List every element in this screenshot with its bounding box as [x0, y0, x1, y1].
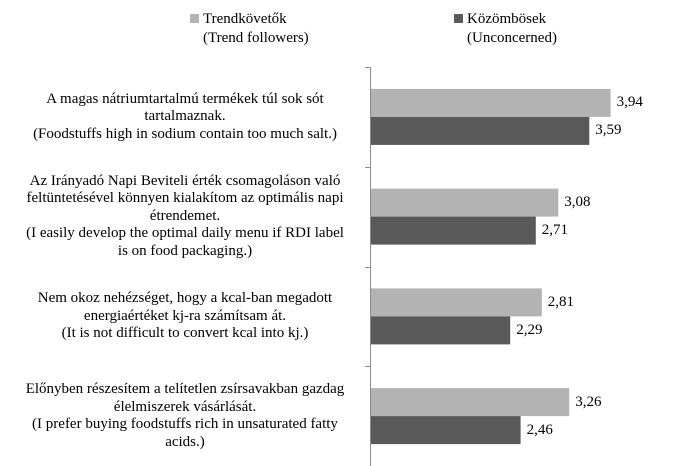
category-label — [0, 91, 370, 144]
category-label-line: is on food packaging.) — [117, 242, 253, 259]
legend-label-line: Közömbösek — [467, 11, 547, 27]
data-label: 3,26 — [575, 393, 602, 410]
data-label: 3,94 — [616, 94, 643, 111]
bar-trend-followers — [371, 388, 569, 416]
data-label: 3,59 — [595, 122, 622, 139]
category-label-line: (I easily develop the optimal daily menu if RDI label — [26, 225, 344, 242]
legend-item-unconcerned — [454, 10, 557, 48]
legend-item-trend-followers — [190, 10, 309, 48]
category-label-line: Előnyben részesítem a telítetlen zsírsavakban gazdag — [25, 381, 345, 398]
bar-unconcerned — [371, 217, 536, 245]
category-label-line: étrendemet. — [149, 207, 221, 224]
bar-unconcerned — [371, 316, 510, 344]
bar-trend-followers — [371, 189, 558, 217]
category-label — [0, 173, 370, 261]
bar-trend-followers — [371, 89, 611, 117]
legend-swatch-trend-followers — [190, 14, 199, 23]
data-label: 2,46 — [526, 421, 553, 438]
category-label-line: élelmiszerek vásárlását. — [113, 398, 257, 415]
category-label — [0, 381, 370, 451]
category-label-line: (It is not difficult to convert kcal into kj.) — [61, 325, 309, 342]
data-label: 3,08 — [564, 194, 591, 211]
category-label-line: acids.) — [165, 433, 205, 450]
data-label: 2,81 — [547, 293, 575, 310]
category-label — [0, 290, 370, 343]
category-label-line: energiaértéket kj-ra számítsam át. — [83, 307, 287, 324]
legend-label-line: (Trend followers) — [203, 30, 309, 46]
bar-unconcerned — [371, 117, 589, 145]
legend-swatch-unconcerned — [454, 14, 463, 23]
category-label-line: Nem okoz nehézséget, hogy a kcal-ban megadott — [37, 290, 333, 307]
bar-unconcerned — [371, 416, 521, 444]
bar-trend-followers — [371, 288, 542, 316]
legend-label-line: Trendkövetők — [203, 11, 287, 27]
category-label-line: (Foodstuffs high in sodium contain too much salt.) — [33, 125, 337, 142]
category-label-line: (I prefer buying foodstuffs rich in unsaturated fatty — [32, 416, 338, 433]
data-label: 2,71 — [541, 222, 569, 239]
data-label: 2,29 — [516, 321, 543, 338]
category-label-line: Az Irányadó Napi Beviteli érték csomagoláson való — [29, 172, 341, 189]
category-label-line: tartalmaznak. — [144, 108, 226, 125]
legend-label-line: (Unconcerned) — [467, 30, 557, 46]
category-label-line: feltüntetésével könnyen kialakítom az optimális napi — [26, 190, 344, 207]
category-label-line: A magas nátriumtartalmú termékek túl sok sót — [46, 90, 324, 107]
